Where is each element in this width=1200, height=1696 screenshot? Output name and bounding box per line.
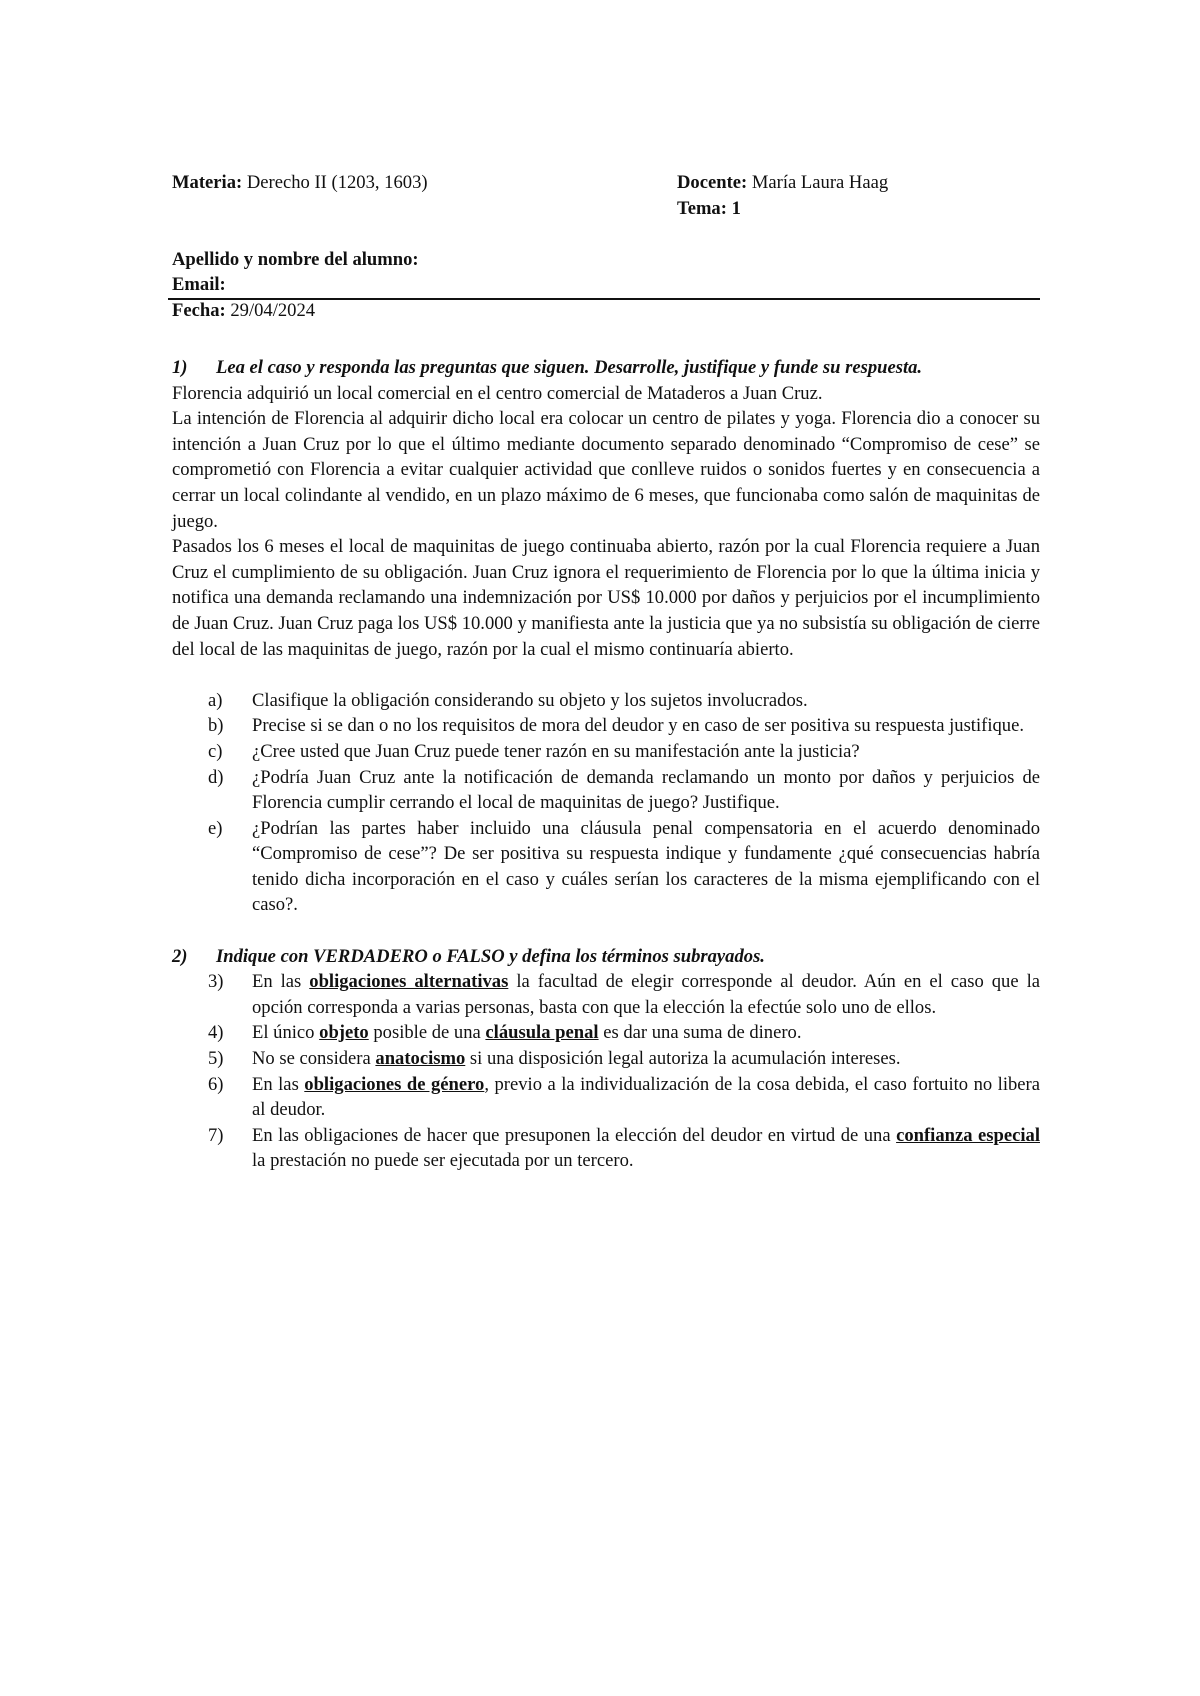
- true-false-item: [172, 969, 1040, 1020]
- materia-value: Derecho II (1203, 1603): [242, 172, 428, 193]
- materia-label: Materia:: [172, 172, 243, 193]
- underlined-term: cláusula penal: [485, 1022, 599, 1044]
- true-false-item: [172, 1046, 1040, 1072]
- subquestion-text: Precise si se dan o no los requisitos de mora del deudor y en caso de ser positiva su respuesta justifique.: [252, 715, 1024, 737]
- subquestion-item: [172, 765, 1040, 816]
- alumno-line: [172, 247, 1040, 273]
- item-number: 6): [208, 1073, 224, 1095]
- question-2-heading: [172, 944, 1040, 970]
- docente-line: [677, 170, 1040, 196]
- subquestion-item: [172, 688, 1040, 714]
- item-text: No se considera anatocismo si una disposición legal autoriza la acumulación intereses.: [252, 1048, 901, 1070]
- subquestion-letter: b): [208, 715, 224, 737]
- subquestion-letter: a): [208, 689, 223, 711]
- docente-value: María Laura Haag: [747, 172, 889, 193]
- item-number: 5): [208, 1048, 224, 1070]
- question-1-heading: [172, 355, 1040, 381]
- underlined-term: obligaciones alternativas: [309, 971, 509, 993]
- underlined-term: obligaciones de género: [304, 1073, 485, 1095]
- subquestion-text: ¿Podría Juan Cruz ante la notificación de demanda reclamando un monto por daños y perjuicios de Florencia cumplir cerrando el local de maquinitas de juego? Justifique.: [252, 766, 1040, 814]
- item-text: En las obligaciones de hacer que presuponen la elección del deudor en virtud de una confianza especial la prestación no puede ser ejecutada por un tercero.: [252, 1124, 1040, 1172]
- item-number: 7): [208, 1124, 224, 1146]
- subquestion-text: ¿Podrían las partes haber incluido una cláusula penal compensatoria en el acuerdo denominado “Compromiso de cese”? De ser positiva su respuesta indique y fundamente ¿qué consecuencias habría tenido dicha incorporación en el caso y cuáles serían los caracteres de la misma ejemplificando con el caso?.: [252, 817, 1040, 916]
- fecha-line: [172, 298, 1040, 324]
- underlined-term: anatocismo: [375, 1048, 466, 1070]
- item-text: En las obligaciones de género, previo a la individualización de la cosa debida, el caso fortuito no libera al deudor.: [252, 1073, 1041, 1121]
- case-paragraph: Florencia adquirió un local comercial en el centro comercial de Mataderos a Juan Cruz.: [172, 382, 823, 404]
- underlined-term: objeto: [319, 1022, 369, 1044]
- item-number: 4): [208, 1022, 224, 1044]
- item-number: 3): [208, 971, 224, 993]
- question-title: Indique con VERDADERO o FALSO y defina los términos subrayados.: [216, 945, 765, 967]
- subquestion-item: [172, 816, 1040, 918]
- exam-body: [172, 355, 1040, 1174]
- underlined-term: confianza especial: [896, 1124, 1040, 1146]
- fecha-value: 29/04/2024: [225, 299, 316, 321]
- subquestion-text: ¿Cree usted que Juan Cruz puede tener razón en su manifestación ante la justicia?: [252, 740, 860, 762]
- item-text: El único objeto posible de una cláusula penal es dar una suma de dinero.: [252, 1022, 802, 1044]
- fecha-label: Fecha:: [172, 299, 226, 321]
- subquestion-item: [172, 739, 1040, 765]
- materia-line: [172, 170, 677, 196]
- subquestion-letter: d): [208, 766, 224, 788]
- case-paragraph: Pasados los 6 meses el local de maquinitas de juego continuaba abierto, razón por la cual Florencia requiere a Juan Cruz el cumplimiento de su obligación. Juan Cruz ignora el requerimiento de Florencia por lo que la última inicia y notifica una demanda reclamando una indemnización por US$ 10.000 por daños y perjuicios por el incumplimiento de Juan Cruz. Juan Cruz paga los US$ 10.000 y manifiesta ante la justicia que ya no subsistía su obligación de cierre del local de las maquinitas de juego, razón por la cual el mismo continuaría abierto.: [172, 536, 1041, 660]
- header-divider: [168, 298, 1040, 300]
- subquestion-text: Clasifique la obligación considerando su objeto y los sujetos involucrados.: [252, 689, 808, 711]
- email-line: [172, 272, 1040, 298]
- subquestion-list: [172, 688, 1040, 918]
- question-number: 1): [172, 357, 188, 378]
- question-number: 2): [172, 945, 188, 967]
- true-false-item: [172, 1020, 1040, 1046]
- true-false-item: [172, 1072, 1040, 1123]
- docente-label: Docente:: [677, 172, 748, 193]
- subquestion-item: [172, 713, 1040, 739]
- alumno-label: Apellido y nombre del alumno:: [172, 248, 419, 270]
- case-paragraph: La intención de Florencia al adquirir dicho local era colocar un centro de pilates y yoga. Florencia dio a conocer su intención a Juan Cruz por lo que el último mediante documento separado denominado “Compromiso de cese” se comprometió con Florencia a evitar cualquier actividad que conlleve ruidos o sonidos fuertes y en consecuencia a cerrar un local colindante al vendido, en un plazo máximo de 6 meses, que funcionaba como salón de maquinitas de juego.: [172, 408, 1040, 532]
- subquestion-letter: c): [208, 740, 223, 762]
- email-label: Email:: [172, 274, 226, 296]
- true-false-item: [172, 1123, 1040, 1174]
- question-title: Lea el caso y responda las preguntas que siguen. Desarrolle, justifique y funde su respuesta.: [216, 357, 923, 378]
- exam-header: [172, 170, 1040, 324]
- tema-label: Tema: 1: [677, 197, 741, 219]
- subquestion-letter: e): [208, 817, 223, 839]
- item-text: En las obligaciones alternativas la facultad de elegir corresponde al deudor. Aún en el caso que la opción corresponda a varias personas, basta con que la elección la efectúe solo uno de ellos.: [252, 971, 1040, 1018]
